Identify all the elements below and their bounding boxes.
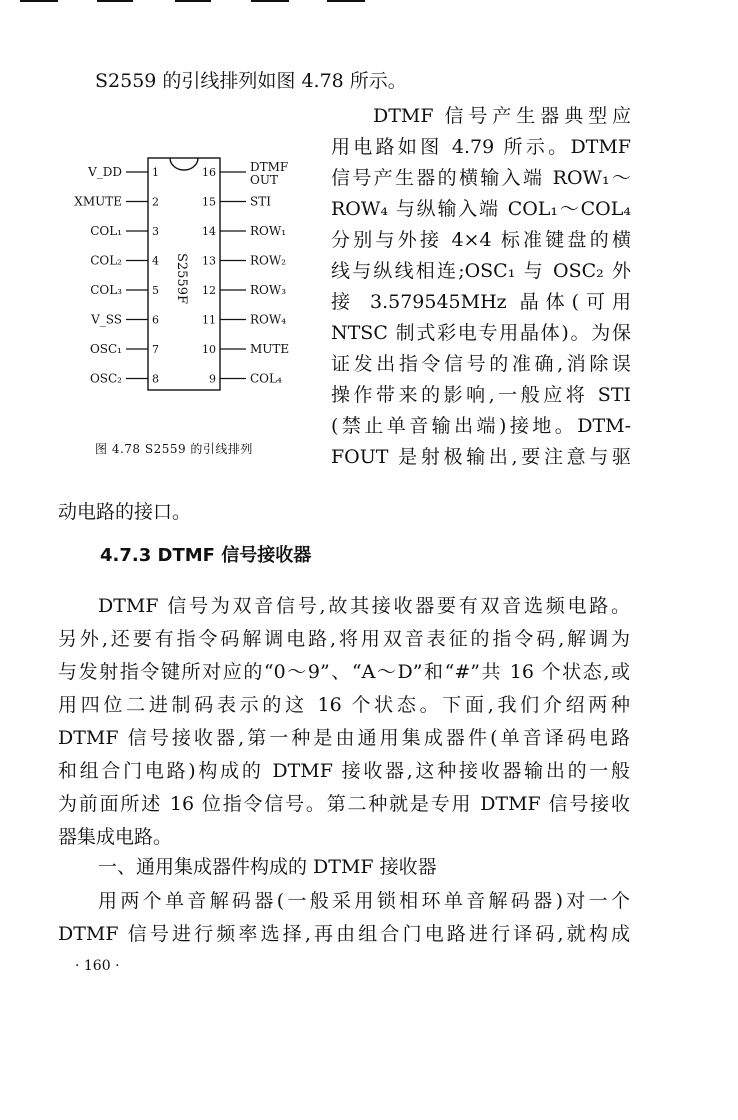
pin-label: COL₃: [90, 283, 122, 297]
text-line: ROW₄ 与纵输入端 COL₁～COL₄: [331, 198, 631, 220]
pin-label: MUTE: [250, 342, 290, 356]
pin-label: DTMF: [250, 160, 289, 174]
text-line: DTMF 信号接收器,第一种是由通用集成器件(单音译码电路: [58, 727, 630, 749]
text-line: 和组合门电路)构成的 DTMF 接收器,这种接收器输出的一般: [58, 760, 630, 782]
text-line: 为前面所述 16 位指令信号。第二种就是专用 DTMF 信号接收: [58, 793, 630, 815]
text-line: 用电路如图 4.79 所示。DTMF: [331, 136, 631, 158]
pin-label: V_DD: [88, 165, 122, 179]
pin-label: XMUTE: [74, 194, 122, 209]
text-line: 接 3.579545MHz 晶体(可用: [331, 291, 631, 313]
pin-label: V_SS: [91, 312, 122, 327]
ic-pinout-diagram: [70, 140, 310, 400]
pin-label: OSC₂: [89, 371, 122, 386]
text-line: 与发射指令键所对应的“0～9”、“A～D”和“#”共 16 个状态,或: [58, 661, 630, 683]
pin-label: OSC₁: [89, 342, 122, 356]
pin-number: 3: [152, 225, 159, 238]
right-pin-14: [202, 224, 286, 238]
text-line: 器集成电路。: [58, 826, 173, 848]
text-line: DTMF 信号产生器典型应: [373, 105, 631, 127]
right-pin-12: [202, 283, 286, 297]
text-line: 线与纵线相连;OSC₁ 与 OSC₂ 外: [331, 260, 631, 282]
pin-label: STI: [250, 194, 271, 209]
pin-number: 1: [152, 166, 159, 179]
pin-label: ROW₁: [250, 224, 287, 238]
pin-number: 4: [152, 254, 159, 268]
right-pin-15: [202, 195, 271, 209]
left-pin-2: [74, 195, 159, 209]
text-line: 用两个单音解码器(一般采用锁相环单音解码器)对一个: [98, 890, 630, 912]
pin-label: COL₄: [250, 371, 282, 386]
top-rule-3: [175, 0, 211, 2]
pin-label: ROW₄: [250, 312, 287, 327]
body-paragraph-2: [58, 885, 630, 951]
text-line: 用四位二进制码表示的这 16 个状态。下面,我们介绍两种: [58, 694, 630, 716]
pin-label: COL₁: [90, 224, 122, 238]
text-line: FOUT 是射极输出,要注意与驱: [331, 446, 631, 468]
pin-number: 6: [152, 313, 159, 327]
text-line: NTSC 制式彩电专用晶体)。为保: [331, 322, 631, 344]
figure-caption: 图 4.78 S2559 的引线排列: [95, 442, 253, 456]
section-heading: 4.7.3 DTMF 信号接收器: [100, 545, 312, 566]
text-line: 操作带来的影响,一般应将 STI: [331, 384, 631, 406]
pin-number: 16: [202, 166, 216, 179]
pin-number: 9: [209, 372, 216, 386]
body-paragraph: [58, 590, 630, 854]
pin-number: 12: [202, 284, 216, 297]
pin-number: 8: [152, 372, 159, 386]
text-line: DTMF 信号为双音信号,故其接收器要有双音选频电路。: [98, 595, 630, 617]
continuation-text: 动电路的接口。: [58, 501, 192, 523]
text-line: 另外,还要有指令码解调电路,将用双音表征的指令码,解调为: [58, 628, 630, 650]
pin-number: 15: [202, 195, 216, 209]
right-pin-10: [202, 342, 289, 356]
pin-number: 11: [202, 313, 216, 327]
text-line: DTMF 信号进行频率选择,再由组合门电路进行译码,就构成: [58, 923, 630, 945]
pin-number: 5: [152, 284, 159, 297]
text-line: 分别与外接 4×4 标准键盘的横: [331, 229, 631, 251]
subheading: 一、通用集成器件构成的 DTMF 接收器: [98, 856, 437, 878]
pin-label: ROW₂: [250, 253, 287, 268]
right-column-paragraph: [331, 101, 631, 473]
pin-label: ROW₃: [250, 283, 287, 297]
top-rule-1: [20, 0, 58, 2]
top-rule-4: [251, 0, 289, 2]
pin-number: 10: [202, 343, 216, 356]
intro-text: S2559 的引线排列如图 4.78 所示。: [95, 70, 407, 92]
right-pin-13: [202, 254, 286, 268]
pin-label: COL₂: [90, 253, 122, 268]
pin-number: 2: [152, 195, 159, 209]
top-rule-2: [97, 0, 133, 2]
text-line: 证发出指令信号的准确,消除误: [331, 353, 631, 375]
right-pin-16: [202, 160, 288, 187]
chip-label: S2559F: [174, 253, 189, 305]
text-line: 信号产生器的横输入端 ROW₁～: [331, 167, 631, 189]
text-line: (禁止单音输出端)接地。DTM-: [331, 415, 631, 437]
right-pin-11: [202, 313, 286, 327]
pin-number: 7: [152, 343, 159, 356]
pin-number: 14: [202, 225, 216, 238]
pin-number: 13: [202, 254, 216, 268]
top-rule-5: [327, 0, 365, 2]
pin-label-line2: OUT: [250, 173, 278, 187]
page-number: · 160 ·: [75, 958, 120, 974]
